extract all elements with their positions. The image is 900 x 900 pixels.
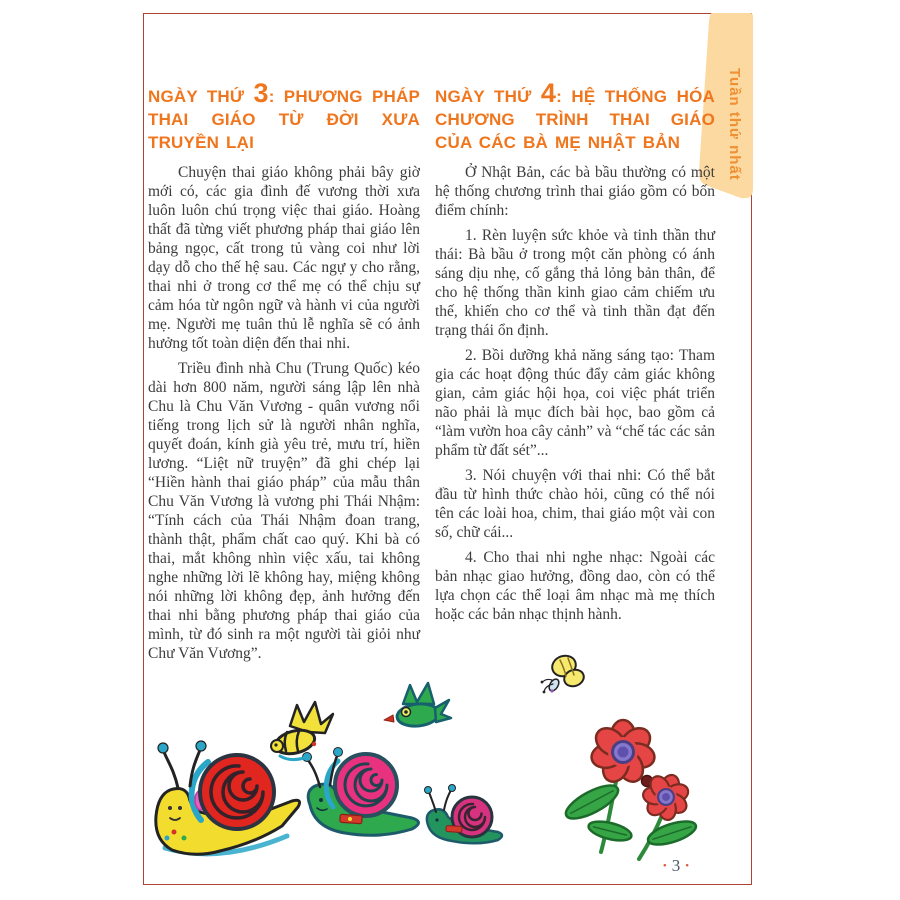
page-number — [636, 856, 716, 876]
tab-label: Tuần thứ nhất — [726, 68, 743, 181]
body-paragraph: 1. Rèn luyện sức khỏe và tinh thần thư thái: Bà bầu ở trong một căn phòng có ánh sáng dịu nhẹ, cố gắng thả lỏng bản thân, để cho hệ thống thần kinh giao cảm chiếm ưu thế, khiến cho cơ thể và tinh thần đạt đến trạng thái ổn định. — [435, 227, 715, 339]
page-number-dot: • — [662, 860, 667, 872]
page-number-value: 3 — [671, 856, 681, 875]
article-right-heading — [435, 78, 715, 154]
heading-day-prefix: NGÀY THỨ — [435, 87, 541, 106]
body-paragraph: 4. Cho thai nhi nghe nhạc: Ngoài các bản nhạc giao hưởng, đồng dao, còn có thể lựa chọn các thể loại âm nhạc mà mẹ thích hoặc các bản nhạc thịnh hành. — [435, 549, 715, 623]
page-number-dot: • — [685, 860, 690, 872]
heading-day-prefix: NGÀY THỨ — [148, 87, 254, 106]
heading-title: : PHƯƠNG PHÁP THAI GIÁO TỪ ĐỜI XƯA TRUYỀN LẠI — [148, 87, 420, 152]
article-left-heading — [148, 78, 420, 154]
body-paragraph: Chuyện thai giáo không phải bây giờ mới có, các gia đình đế vương thời xưa luôn luôn chú trọng việc thai giáo. Hoàng thất đã từng viết phương pháp thai giáo lên bảng ngọc, cất trong tủ vàng coi như lời dạy dỗ cho thế hệ sau. Các ngự y cho rằng, thai nhi ở trong cơ thể mẹ có thể chịu sự cảm hóa từ ngôn ngữ và hành vi của người mẹ. Người mẹ tuân thủ lễ nghĩa sẽ có ảnh hưởng tốt toàn diện đến thai nhi. — [148, 164, 420, 352]
body-paragraph: 2. Bồi dưỡng khả năng sáng tạo: Tham gia các hoạt động thúc đẩy cảm giác không gian, cảm giác hội họa, coi việc phát triển não phải là mục đích bài học, bao gồm cả “làm vườn hoa cây cảnh” và “chế tác các sản phẩm từ đất sét”... — [435, 347, 715, 459]
heading-day-number: 3 — [253, 78, 269, 108]
body-paragraph: Ở Nhật Bản, các bà bầu thường có một hệ thống chương trình thai giáo gồm có bốn điểm chính: — [435, 164, 715, 219]
heading-title: : HỆ THỐNG HÓA CHƯƠNG TRÌNH THAI GIÁO CỦA CÁC BÀ MẸ NHẬT BẢN — [435, 87, 715, 152]
body-paragraph: Triều đình nhà Chu (Trung Quốc) kéo dài hơn 800 năm, người sáng lập lên nhà Chu là Chu Văn Vương - quân vương nổi tiếng trong lịch sử là người nhân nghĩa, quyết đoán, kính già yêu trẻ, mưu trí, hiền lương. “Liệt nữ truyện” đã ghi chép lại “Hiền hành thai giáo pháp” của mẫu thân Chu Văn Vương là vương phi Thái Nhậm: “Tính cách của Thái Nhậm đoan trang, thành thật, phẩm chất cao quý. Khi bà có thai, mắt không nhìn việc xấu, tai không nghe những lời lẽ không hay, miệng không nói những lời không đẹp, ảnh hưởng đến thai nhi bằng phương pháp thai giáo của mình, từ đó sinh ra một người tài giỏi như Chư Văn Vương”. — [148, 360, 420, 662]
article-left — [148, 78, 420, 669]
article-right — [435, 78, 715, 630]
body-paragraph: 3. Nói chuyện với thai nhi: Có thể bắt đầu từ hình thức chào hỏi, cũng có thể nói tên các loài hoa, chim, thai giáo một vài con số, chữ cái... — [435, 467, 715, 541]
heading-day-number: 4 — [540, 78, 557, 108]
